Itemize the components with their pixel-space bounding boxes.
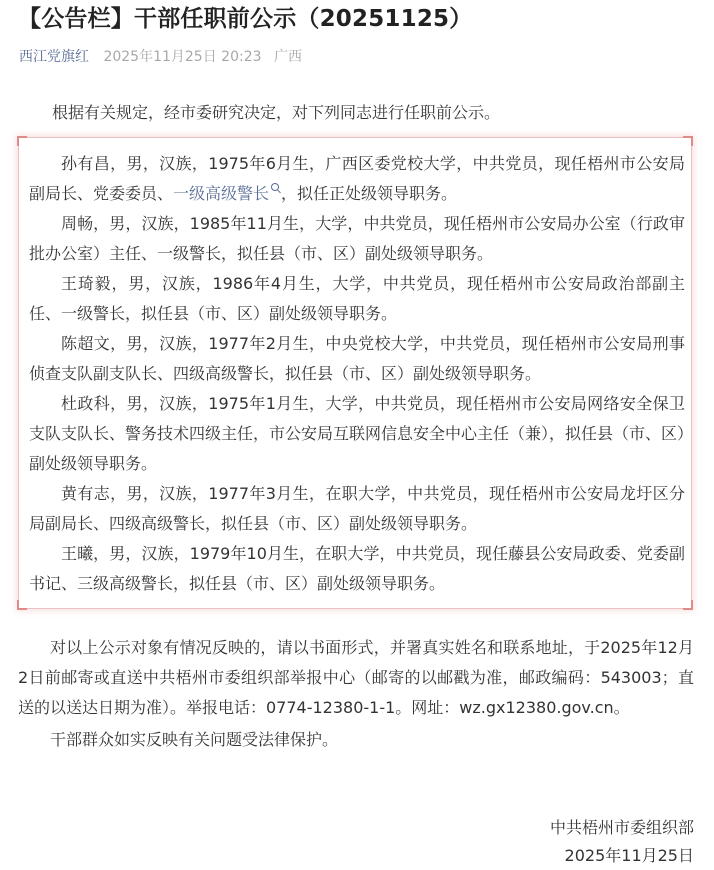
candidate-list	[29, 149, 685, 599]
notice-section	[18, 633, 694, 755]
legal-protection-note: 干部群众如实反映有关问题受法律保护。	[50, 730, 339, 749]
candidate-entry: 黄有志，男，汉族，1977年3月生，在职大学，中共党员，现任梧州市公安局龙圩区分局副局长、四级高级警长，拟任县（市、区）副处级领导职务。	[29, 484, 685, 533]
candidate-entry	[29, 149, 685, 209]
rank-search-link[interactable]: 一级高级警长	[173, 184, 270, 203]
box-corner-decoration	[17, 136, 27, 146]
box-corner-decoration	[683, 600, 693, 610]
publish-datetime: 2025年11月25日 20:23	[103, 49, 262, 65]
article-title: 【公告栏】干部任职前公示（20251125）	[18, 6, 473, 32]
search-icon[interactable]	[271, 183, 279, 191]
signature-block	[550, 814, 694, 870]
account-name-link[interactable]: 西江党旗红	[19, 49, 89, 65]
candidate-list-box	[18, 137, 692, 609]
report-instructions: 对以上公示对象有情况反映的，请以书面形式，并署真实姓名和联系地址，于2025年12月2日前邮寄或直送中共梧州市委组织部举报中心（邮寄的以邮戳为准，邮政编码：543003；直送的以送达日期为准）。举报电话：0774-12380-1-1。网址：wz.gx12380.gov.cn。	[18, 638, 694, 717]
candidate-entry: 陈超文，男，汉族，1977年2月生，中央党校大学，中共党员，现任梧州市公安局刑事侦查支队副支队长、四级高级警长，拟任县（市、区）副处级领导职务。	[29, 334, 685, 383]
candidate-text: 孙有昌，男，汉族，1975年6月生，广西区委党校大学，中共党员，现任梧州市公安局副局长、党委委员、	[29, 154, 685, 203]
issuing-organization: 中共梧州市委组织部	[549, 818, 694, 837]
candidate-entry: 周畅，男，汉族，1985年11月生，大学，中共党员，现任梧州市公安局办公室（行政审批办公室）主任、一级警长，拟任县（市、区）副处级领导职务。	[29, 214, 685, 263]
publish-region: 广西	[273, 49, 302, 65]
issue-date: 2025年11月25日	[564, 846, 694, 865]
candidate-entry: 王曦，男，汉族，1979年10月生，在职大学，中共党员，现任藤县公安局政委、党委副书记、三级高级警长，拟任县（市、区）副处级领导职务。	[29, 544, 685, 593]
box-corner-decoration	[683, 136, 693, 146]
article-meta	[19, 47, 302, 67]
intro-paragraph: 根据有关规定，经市委研究决定，对下列同志进行任职前公示。	[52, 103, 501, 122]
candidate-entry: 王琦毅，男，汉族，1986年4月生，大学，中共党员，现任梧州市公安局政治部副主任、一级警长，拟任县（市、区）副处级领导职务。	[29, 274, 685, 323]
candidate-text-tail: ，拟任正处级领导职务。	[281, 184, 458, 203]
candidate-entry: 杜政科，男，汉族，1975年1月生，大学，中共党员，现任梧州市公安局网络安全保卫支队支队长、警务技术四级主任，市公安局互联网信息安全中心主任（兼），拟任县（市、区）副处级领导职务。	[29, 394, 686, 473]
box-corner-decoration	[17, 600, 27, 610]
